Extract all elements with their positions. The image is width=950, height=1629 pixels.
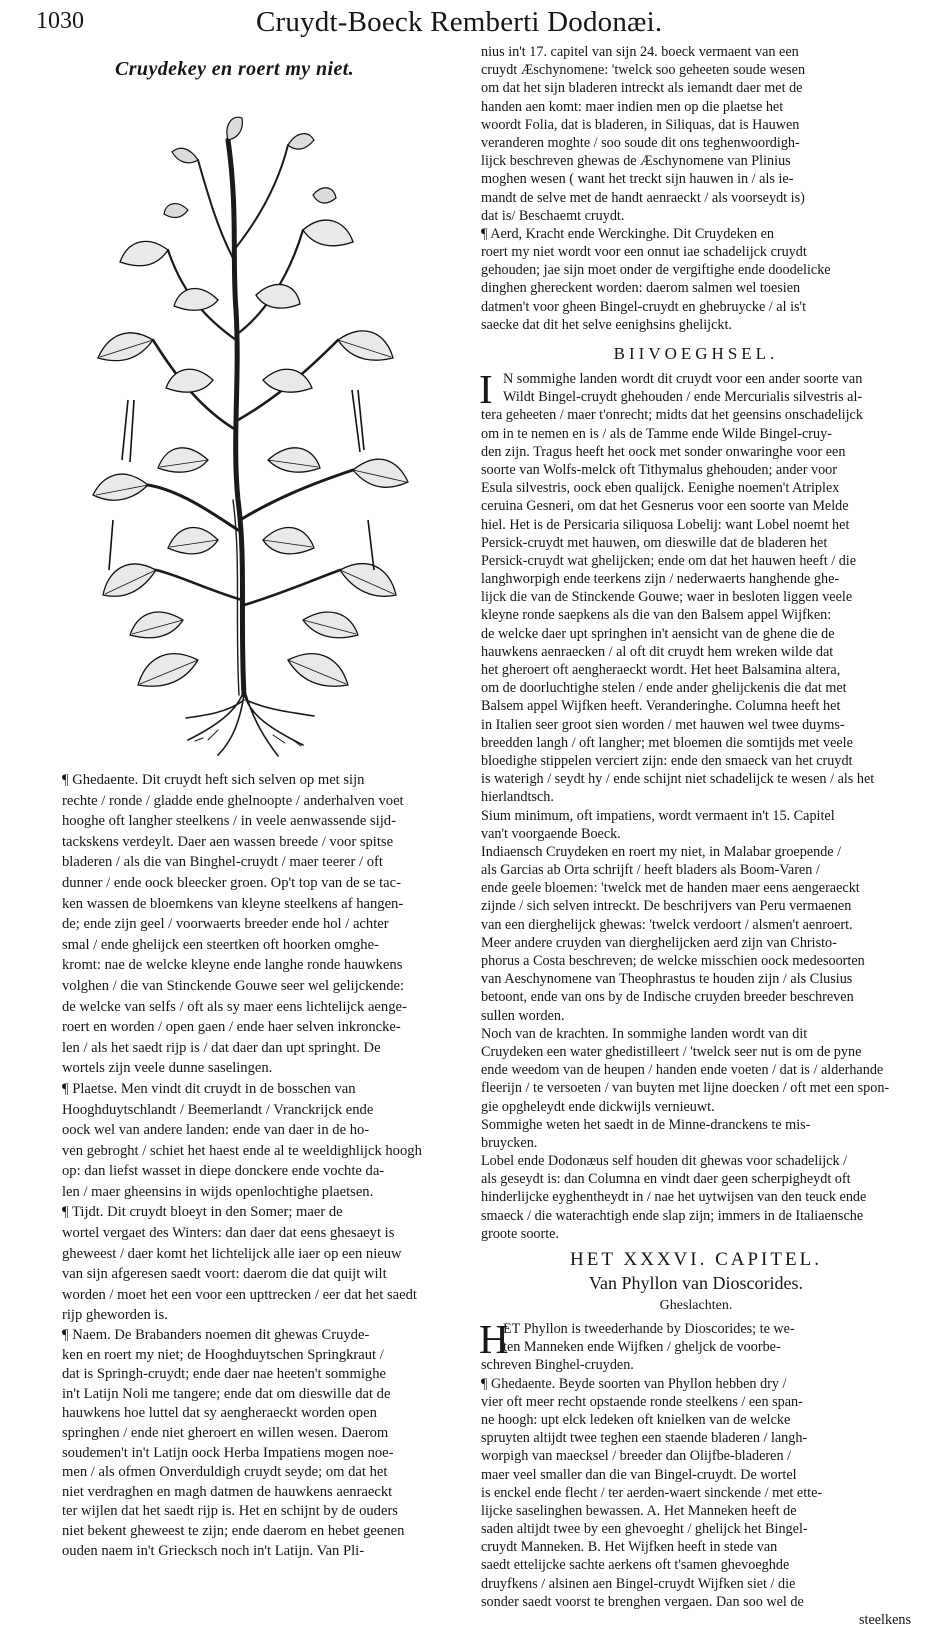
text-line: wortel vergaet des Winters: dan daer dat eens ghesaeyt is bbox=[62, 1225, 395, 1242]
text-line: tera geheeten / maer t'onrecht; midts dat het geensins onschadelijck bbox=[481, 407, 863, 424]
text-line: rijp gheworden is. bbox=[62, 1307, 168, 1324]
text-line: als Garcias ab Orta schrijft / heeft bladers als Boom-Varen / bbox=[481, 862, 820, 879]
text-line: N sommighe landen wordt dit cruydt voor een ander soorte van bbox=[503, 371, 863, 387]
gheslachten-paragraph bbox=[479, 1316, 911, 1375]
text-line: smal / ende ghelijck een steertken oft hoorken omghe- bbox=[62, 936, 379, 953]
text-line: van sijn afgeresen saedt voort: daerom die dat quijt wilt bbox=[62, 1266, 387, 1283]
text-line: Meer andere cruyden van dierghelijcken aerd zijn van Christo- bbox=[481, 934, 837, 951]
text-line: woordt Folia, dat is bladeren, in Siliquas, dat is Hauwen bbox=[481, 116, 800, 133]
text-line: Sium minimum, oft impatiens, wordt vermaent in't 15. Capitel bbox=[481, 807, 835, 824]
text-line: om de doorluchtighe stelen / ende ander ghelijckenis die dat met bbox=[481, 680, 847, 697]
left-column bbox=[62, 770, 474, 1561]
running-title: Cruydt-Boeck Remberti Dodonæi. bbox=[256, 6, 663, 38]
text-line: cruydt Æschynomene: 'twelck soo geheeten soude wesen bbox=[481, 62, 806, 79]
text-line: handen aen komt: maer indien men op die plaetse het bbox=[481, 98, 784, 115]
figure-caption: Cruydekey en roert my niet. bbox=[115, 58, 355, 80]
text-line: hierlandtsch. bbox=[481, 789, 554, 806]
text-line: springhen / ende niet gheroert en willen wesen. Daerom bbox=[62, 1425, 389, 1441]
text-line: den zijn. Tragus heeft het oock met sonder onwaringhe voor een bbox=[481, 443, 846, 460]
continuation-paragraph bbox=[481, 43, 911, 225]
text-line: dinghen ghereckent worden: daerom salmen wel toesien bbox=[481, 280, 801, 297]
text-line: lijcke saselinghen bewassen. A. Het Manneken heeft de bbox=[481, 1502, 797, 1519]
text-line: druyfkens / alsinen aen Bingel-cruydt Wijfken siet / die bbox=[481, 1575, 796, 1592]
text-line: Esula silvestris, oock eben qualijck. Eenighe noemen't Atriplex bbox=[481, 480, 840, 497]
text-line: de welcke daer upt springhen in't aensicht van de ghene die de bbox=[481, 625, 835, 642]
text-line: Cruydeken een water ghedistilleert / 'twelck seer nut is om de pyne bbox=[481, 1043, 862, 1060]
text-line: roert my niet wordt voor een onnut iae schadelijck cruydt bbox=[481, 244, 807, 261]
text-line: Sommighe weten het saedt in de Minne-dranckens te mis- bbox=[481, 1116, 811, 1133]
text-line: Balsem appel Wijfken heeft. Veranderinghe. Columna heeft het bbox=[481, 698, 841, 715]
text-line: spruyten altijdt twee teghen een staende bladeren / langh- bbox=[481, 1430, 808, 1447]
text-line: volghen / die van Stinckende Gouwe seer wel gelijckende: bbox=[62, 977, 405, 994]
text-line: hooghe oft langher steelkens / in veele aenwassende sijd- bbox=[62, 813, 396, 830]
text-line: in't Latijn Noli me tangere; ende dat om dieswille dat de bbox=[62, 1385, 391, 1402]
chapter-heading: HET XXXVI. CAPITEL. bbox=[570, 1249, 822, 1270]
text-line: op: dan liefst wasset in diepe donckere ende vochte da- bbox=[62, 1163, 385, 1180]
chapter-subtitle: Van Phyllon van Dioscorides. bbox=[589, 1273, 803, 1293]
text-line: maer veel smaller dan die van Bingel-cruydt. De wortel bbox=[481, 1466, 797, 1483]
text-line: ¶ Naem. De Brabanders noemen dit ghewas Cruyde- bbox=[62, 1327, 370, 1344]
text-line: ne hoogh: upt elck ledeken oft knielken van de welcke bbox=[481, 1411, 791, 1428]
text-line: is waterigh / seydt hy / ende schijnt niet schadelijck te wesen / als het bbox=[481, 771, 875, 788]
text-line: ET Phyllon is tweederhande by Dioscorides; te we- bbox=[503, 1321, 795, 1337]
text-line: fleerijn / te versoeten / van buyten met lijne doecken / oft met een spon- bbox=[481, 1080, 890, 1097]
text-line: len / maer gheensins in wijds openlochtighe plaetsen. bbox=[62, 1183, 374, 1200]
text-line: gehouden; jae sijn moet onder de vergiftighe ende doodelicke bbox=[481, 262, 831, 279]
text-line: in Italien seer groot sien worden / met hauwen wel twee duyms- bbox=[481, 716, 845, 733]
text-line: als geseydt is: dan Columna en vindt daer geen scherpigheydt oft bbox=[481, 1171, 851, 1188]
text-line: cruydt Manneken. B. Het Wijfken heeft in stede van bbox=[481, 1539, 778, 1556]
text-line: hiel. Het is de Persicaria siliquosa Lobelij: want Lobel noemt het bbox=[481, 516, 850, 533]
text-line: van een dierghelijck ghewas: 'twelck verdoort / alsmen't aenroert. bbox=[481, 916, 853, 933]
text-line: hauwkens hoe luttel dat sy aengheraeckt worden open bbox=[62, 1405, 377, 1422]
text-line: datmen't voor gheen Bingel-cruydt en ghebruycke / al is't bbox=[481, 298, 807, 315]
text-line: Wildt Bingel-cruydt ghehouden / ende Mercurialis silvestris al- bbox=[503, 389, 863, 406]
text-line: de welcke van selfs / oft als sy maer eens lichtelijck aenge- bbox=[62, 998, 407, 1015]
text-line: het gheroert oft aengheraeckt wordt. Het heet Balsamina altera, bbox=[481, 662, 841, 678]
right-column bbox=[481, 43, 911, 1629]
sium-paragraph bbox=[481, 807, 911, 843]
text-line: langhworpigh ende teerkens zijn / nederwaerts hanghende ghe- bbox=[481, 571, 840, 588]
text-line: dunner / ende oock bleecker groen. Op't top van de se tac- bbox=[62, 874, 401, 891]
text-line: sullen worden. bbox=[481, 1007, 565, 1024]
text-line: ceruina Gesneri, om dat het Gesnerus voor een soorte van Melde bbox=[481, 498, 849, 515]
text-line: kleyne ronde saepkens als die van den Balsem appel Wijfken: bbox=[481, 607, 832, 624]
text-line: worpigh van maecksel / breeder dan Olijfbe-bladeren / bbox=[481, 1448, 792, 1465]
text-line: om in te nemen en is / als de Tamme ende Wilde Bingel-cruy- bbox=[481, 425, 832, 442]
text-line: saden altijdt twee by een ghevoeght / ghelijck het Bingel- bbox=[481, 1521, 808, 1538]
text-line: ¶ Tijdt. Dit cruydt bloeyt in den Somer; maer de bbox=[62, 1204, 343, 1221]
text-line: breedden langh / oft langher; met bloemen die somtijds met veele bbox=[481, 734, 853, 751]
text-line: veranderen moghte / soo soude dit ons teghenwoordigh- bbox=[481, 134, 800, 151]
text-line: de; ende zijn geel / voorwaerts breeder ende hol / achter bbox=[62, 916, 389, 933]
noch-krachten-paragraph bbox=[481, 1025, 911, 1243]
text-line: bruycken. bbox=[481, 1134, 538, 1151]
text-line: sonder saedt voorst te brenghen vergaen. Dan soo wel de bbox=[481, 1593, 804, 1610]
text-line: soudemen't in't Latijn oock Herba Impatiens mogen noe- bbox=[62, 1444, 394, 1461]
naem-paragraph bbox=[62, 1326, 474, 1561]
drop-initial: I bbox=[479, 366, 493, 412]
text-line: roert en worden / open gaen / ende haer selven inkroncke- bbox=[62, 1019, 401, 1036]
text-line: ende geele bloemen: 'twelck met de handen maer eens aengeraeckt bbox=[481, 880, 860, 897]
bijvoeghsel-paragraph bbox=[479, 366, 911, 807]
text-line: ¶ Ghedaente. Dit cruydt heft sich selven op met sijn bbox=[62, 772, 365, 788]
text-line: Noch van de krachten. In sommighe landen wordt van dit bbox=[481, 1025, 808, 1042]
text-line: kromt: nae de welcke kleyne ende langhe ronde hauwkens bbox=[62, 957, 403, 974]
ghedaente-phyllon-paragraph bbox=[481, 1375, 911, 1629]
text-line: lijck die van de Stinckende Gouwe; waer in besloten liggen veele bbox=[481, 589, 853, 606]
text-line: gie opgheleydt ende dickwijls vernieuwt. bbox=[481, 1098, 715, 1115]
indiaensch-paragraph bbox=[481, 843, 911, 1025]
aerd-kracht-paragraph bbox=[481, 225, 911, 334]
text-line: zijnde / sich selven intreckt. De beschrijvers van Peru vermaenen bbox=[481, 898, 852, 915]
text-line: len / als het saedt rijp is / dat daer dan upt springht. De bbox=[62, 1039, 381, 1056]
chapter-section-label: Gheslachten. bbox=[659, 1298, 733, 1313]
section-heading: BIIVOEGHSEL. bbox=[613, 344, 779, 363]
text-line: niet verdraghen en magh datmen de hauwkens aenraeckt bbox=[62, 1483, 393, 1500]
text-line: ouden naem in't Griecksch noch in't Latijn. Van Pli- bbox=[62, 1542, 365, 1559]
text-line: Persick-cruydt met hauwen, om dieswille dat de bladeren het bbox=[481, 534, 828, 551]
text-line: van't voorgaende Boeck. bbox=[481, 825, 621, 842]
text-line: ende weedom van de heupen / handen ende voeten / dat is / alderhande bbox=[481, 1062, 884, 1079]
text-line: saedt ettelijcke sachte aerkens oft t'samen ghevoeghde bbox=[481, 1557, 790, 1574]
text-line: oock wel van andere landen: ende van daer in de ho- bbox=[62, 1122, 370, 1139]
text-line: rechte / ronde / gladde ende ghelnoopte / anderhalven voet bbox=[62, 792, 404, 809]
text-line: schreven Binghel-cruyden. bbox=[481, 1357, 634, 1374]
ghedaente-paragraph bbox=[62, 770, 474, 1079]
text-line: ken en roert my niet; de Hooghduytschen Springkraut / bbox=[62, 1346, 384, 1363]
page-number: 1030 bbox=[36, 8, 84, 34]
text-line: Hooghduytschlandt / Beemerlandt / Vranckrijck ende bbox=[62, 1101, 374, 1118]
text-line: mandt de selve met de handt aenraeckt / als voorseydt is) bbox=[481, 189, 805, 206]
text-line: Indiaensch Cruydeken en roert my niet, in Malabar groepende / bbox=[481, 843, 842, 860]
text-line: ¶ Ghedaente. Beyde soorten van Phyllon hebben dry / bbox=[481, 1375, 787, 1392]
text-line: van Aeschynomene van Theophrastus te houden zijn / als Clusius bbox=[481, 971, 853, 988]
text-line: ven gebroght / schiet het haest ende al te weeldighlijck hoogh bbox=[62, 1142, 422, 1159]
text-line: Lobel ende Dodonæus self houden dit ghewas voor schadelijck / bbox=[481, 1153, 848, 1170]
text-line: ¶ Aerd, Kracht ende Werckinghe. Dit Cruydeken en bbox=[481, 225, 775, 242]
text-line: soorte van Wolfs-melck oft Tithymalus ghehouden; ander voor bbox=[481, 461, 837, 478]
page-header bbox=[36, 6, 916, 40]
text-line: ¶ Plaetse. Men vindt dit cruydt in de bosschen van bbox=[62, 1080, 356, 1097]
text-line: gheweest / daer komt het lichtelijck alle iaer op een nieuw bbox=[62, 1245, 402, 1262]
text-line: hauwkens aenraecken / al oft dit cruydt hem wreken wilde dat bbox=[481, 643, 834, 660]
text-line: ken wassen de bloemkens van kleyne steelkens af hangen- bbox=[62, 895, 404, 912]
text-line: ten Manneken ende Wijfken / gheljck de voorbe- bbox=[503, 1339, 781, 1356]
text-line: vier oft meer recht opstaende ronde steelkens / een span- bbox=[481, 1393, 803, 1410]
text-line: dat is Springh-cruydt; ende daer nae heeten't sommighe bbox=[62, 1366, 386, 1383]
text-line: groote soorte. bbox=[481, 1225, 560, 1242]
text-line: bladeren / als die van Binghel-cruydt / maer teerer / oft bbox=[62, 854, 383, 871]
plant-woodcut-illustration bbox=[68, 100, 420, 760]
text-line: wortels zijn veele dunne saselingen. bbox=[62, 1060, 273, 1077]
text-line: om dat het sijn bladeren intreckt als iemandt daer met de bbox=[481, 80, 803, 97]
text-line: dat is/ Beschaemt cruydt. bbox=[481, 207, 625, 224]
text-line: niet bekent gheweest te zijn; ende daerom en hebet geenen bbox=[62, 1522, 405, 1539]
text-line: hinderlijcke eyghentheydt in / nae het uytwijsen van den teuck ende bbox=[481, 1189, 867, 1206]
text-line: lijck beschreven ghewas de Æschynomene van Plinius bbox=[481, 153, 791, 170]
text-line: worden / moet het een voor een upttrecken / eer dat het saedt bbox=[62, 1286, 417, 1303]
text-line: nius in't 17. capitel van sijn 24. boeck vermaent van een bbox=[481, 44, 799, 60]
tijdt-paragraph bbox=[62, 1202, 474, 1326]
text-line: Persick-cruydt wat ghelijcken; ende om dat het hauwen heeft / die bbox=[481, 552, 857, 569]
text-line: tackskens verdeylt. Daer aen wassen breede / voor spitse bbox=[62, 833, 394, 850]
text-line: saecke dat dit het selve eenighsins ghelijckt. bbox=[481, 316, 732, 333]
text-line: men / als ofmen Onverduldigh cruydt seyde; om dat het bbox=[62, 1464, 388, 1481]
text-line: phorus a Costa beschreven; de welcke misschien oock medesoorten bbox=[481, 953, 865, 969]
text-line: smaeck / die waterachtigh ende slap zijn; immers in de Italiaensche bbox=[481, 1207, 864, 1224]
text-line: is enckel ende flecht / ter aerden-waert sinckende / met ette- bbox=[481, 1484, 823, 1501]
catchword: steelkens bbox=[858, 1612, 911, 1628]
text-line: moghen wesen ( want het treckt sijn hauwen in / als ie- bbox=[481, 171, 794, 188]
text-line: ter wijlen dat het saedt rijp is. Het en schijnt by de ouders bbox=[62, 1503, 398, 1520]
drop-initial: H bbox=[479, 1316, 509, 1362]
plaetse-paragraph bbox=[62, 1079, 474, 1203]
text-line: betoont, ende van ons by de Indische cruyden breeder beschreven bbox=[481, 989, 854, 1006]
text-line: bloedighe stippelen verciert zijn: ende den smaeck van het cruydt bbox=[481, 752, 853, 769]
